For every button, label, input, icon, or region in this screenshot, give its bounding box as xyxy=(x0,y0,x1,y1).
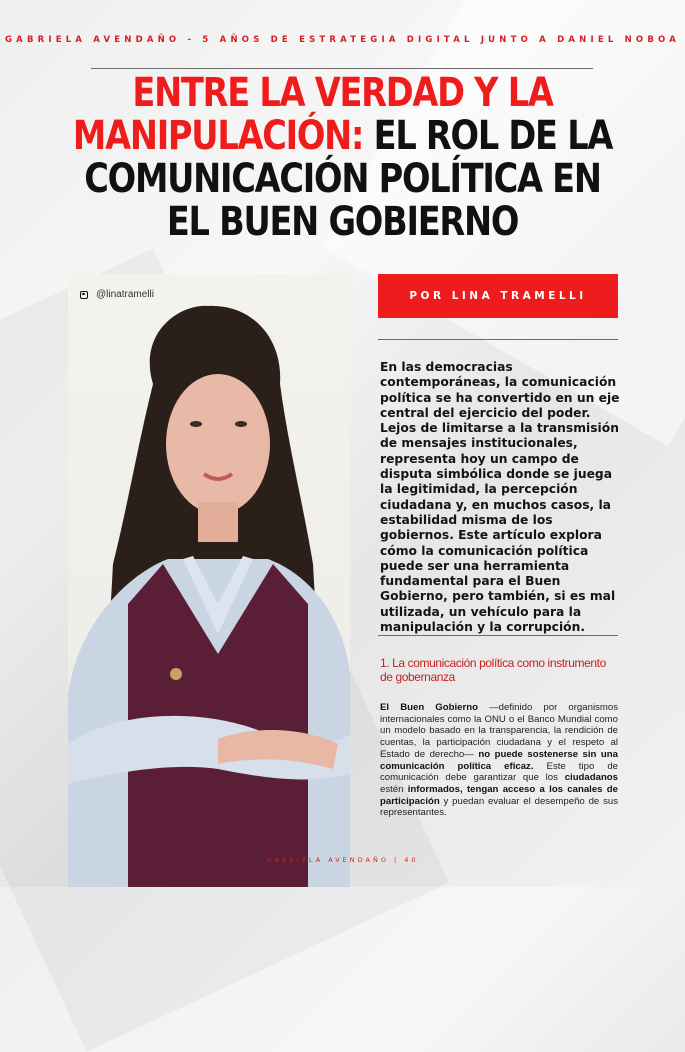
author-byline: POR LINA TRAMELLI xyxy=(378,274,618,318)
divider xyxy=(378,339,618,340)
author-photo xyxy=(68,274,350,887)
bold-text: El Buen Gobierno xyxy=(380,702,478,713)
title-highlight: ENTRE LA VERDAD Y LA MANIPULACIÓN: xyxy=(72,70,553,159)
section-heading: 1. La comunicación política como instrumento de gobernanza xyxy=(380,656,606,684)
body-text: —definido por organismos internacionales como la ONU o el Banco Mundial como un modelo basado en la transparencia, la rendición de cuentas, la participación ciudadana y el respeto al Estado de derecho— xyxy=(380,702,618,760)
instagram-icon xyxy=(80,291,88,299)
page-kicker: GABRIELA AVENDAÑO - 5 AÑOS DE ESTRATEGIA DIGITAL JUNTO A DANIEL NOBOA xyxy=(4,35,681,45)
title-main: EL ROL DE LA COMUNICACIÓN POLÍTICA EN EL BUEN GOBIERNO xyxy=(84,113,613,245)
intro-paragraph: En las democracias contemporáneas, la comunicación política se ha convertido en un eje central del ejercicio del poder. Lejos de limitarse a la transmisión de mensajes institucionales, representa hoy un campo de disputa simbólica donde se juega la legitimidad, la percepción ciudadana y, en muchos casos, la estabilidad misma de los gobiernos. Este artículo explora cómo la comunicación política puede ser una herramienta fundamental para el Buen Gobierno, pero también, si es mal utilizada, un vehículo para la manipulación y la corrupción. xyxy=(380,360,620,635)
article-title xyxy=(72,72,614,244)
divider xyxy=(91,68,593,69)
body-text: estén xyxy=(380,783,408,795)
instagram-handle: @linatramelli xyxy=(96,289,154,300)
bold-text: ciudadanos xyxy=(564,772,618,784)
instagram-credit xyxy=(80,289,154,300)
body-text: y puedan evaluar el desempeño de sus representantes. xyxy=(380,795,618,819)
divider xyxy=(378,635,618,636)
bold-text: no puede sostenerse sin una comunicación política eficaz. xyxy=(380,748,618,772)
body-paragraph xyxy=(380,702,618,819)
bold-text: informados, tengan acceso a los canales de participación xyxy=(380,783,618,807)
body-text: Este tipo de comunicación debe garantizar que los xyxy=(380,760,618,784)
page-footer: GABRIELA AVENDAÑO | 40 xyxy=(266,856,419,864)
portrait-illustration xyxy=(68,274,350,887)
